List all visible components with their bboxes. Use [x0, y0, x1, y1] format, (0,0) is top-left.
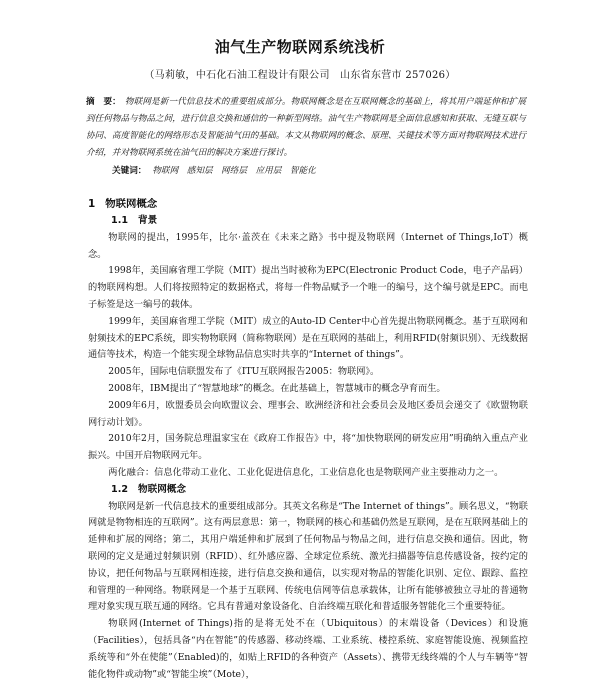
section-title: 物联网概念: [105, 198, 158, 210]
subsection-heading: [88, 213, 528, 230]
keywords-label: 关键词：: [112, 166, 147, 176]
paragraph: 两化融合：信息化带动工业化、工业化促进信息化，工业信息化也是物联网产业主要推动力之一。: [108, 466, 504, 478]
abstract-text: 物联网是新一代信息技术的重要组成部分。物联网概念是在互联网概念的基础上，将其用户端延伸和扩展到任何物品与物品之间，进行信息交换和通信的一种新型网络。油气生产物联网是全面信息感知和获取、无缝互联与协同、高度智能化的网络形态及智能油气田的基础。本文从物联网的概念、原理、关键技术等方面对物联网技术进行介绍，并对物联网系统在油气田的解决方案进行探讨。: [86, 97, 526, 158]
paragraph: 2005年，国际电信联盟发布了《ITU互联网报告2005：物联网》。: [108, 366, 380, 378]
section-number: 1: [88, 198, 96, 210]
subsection-title: 背景: [138, 215, 158, 226]
paragraph: 2009年6月，欧盟委员会向欧盟议会、理事会、欧洲经济和社会委员会及地区委员会递交了《欧盟物联网行动计划》。: [88, 399, 528, 428]
author-affiliation: （马莉敏，中石化石油工程设计有限公司 山东省东营市 257026）: [144, 70, 456, 81]
subsection-heading: [88, 482, 528, 499]
keywords: [112, 164, 532, 176]
paragraph: 2008年，IBM提出了“智慧地球”的概念。在此基础上，智慧城市的概念孕育而生。: [108, 382, 446, 394]
body-text: [88, 196, 528, 683]
paragraph: 物联网(Internet of Things)指的是将无处不在（Ubiquitous）的末端设备（Devices）和设施（Facilities），包括具备“内在智能”的传感器、移动终端、工业系统、楼控系统、家庭智能设施、视频监控系统等和“外在使能”（Enabled)的，如贴上RFID的各种资产（Assets）、携带无线终端的个人与车辆等“智能化物件或动物”或“智能尘埃”（Mote），: [88, 618, 528, 680]
subsection-number: 1.2: [111, 483, 129, 495]
section-heading: [88, 196, 528, 213]
subsection-number: 1.1: [111, 215, 129, 226]
abstract: [86, 94, 526, 162]
paragraph: 2010年2月，国务院总理温家宝在《政府工作报告》中，将“加快物联网的研发应用”明确纳入重点产业振兴。中国开启物联网元年。: [88, 433, 528, 462]
paragraph: 1998年，美国麻省理工学院（MIT）提出当时被称为EPC(Electronic Product Code，电子产品码）的物联网构想。人们将按照特定的数据格式，将每一件物品赋予一个唯一的编号，这个编号就是EPC。而电子标签是这一编号的载体。: [88, 265, 528, 310]
paragraph: 1999年，美国麻省理工学院（MIT）成立的Auto-ID Center中心首先提出物联网概念。基于互联网和射频技术的EPC系统，即实物物联网（简称物联网）是在互联网的基础上，利用RFID(射频识别）、无线数据通信等技术，构造一个能实现全球物品信息实时共享的“Internet of things”。: [88, 315, 528, 361]
paragraph: 物联网的提出，1995年，比尔·盖茨在《未来之路》书中提及物联网（Internet of Things,IoT）概念。: [88, 231, 528, 260]
keywords-text: 物联网 感知层 网络层 应用层 智能化: [152, 166, 316, 176]
paragraph: 物联网是新一代信息技术的重要组成部分。其英文名称是“The Internet of things”。顾名思义，“物联网就是物物相连的互联网”。这有两层意思：第一，物联网的核心和基础仍然是互联网，是在互联网基础上的延伸和扩展的网络；第二，其用户端延伸和扩展到了任何物品与物品之间，进行信息交换和通信。因此，物联网的定义是通过射频识别（RFID）、红外感应器、全球定位系统、激光扫描器等信息传感设备，按约定的协议，把任何物品与互联网相连接，进行信息交换和通信，以实现对物品的智能化识别、定位、跟踪、监控和管理的一种网络。物联网是一个基于互联网、传统电信网等信息承载体，让所有能够被独立寻址的普通物理对象实现互联互通的网络。它具有普通对象设备化、自治终端互联化和普适服务智能化三个重要特征。: [88, 500, 528, 613]
paper-title: 油气生产物联网系统浅析: [214, 38, 386, 56]
subsection-title: 物联网概念: [138, 483, 186, 495]
abstract-label: 摘 要：: [86, 97, 121, 107]
